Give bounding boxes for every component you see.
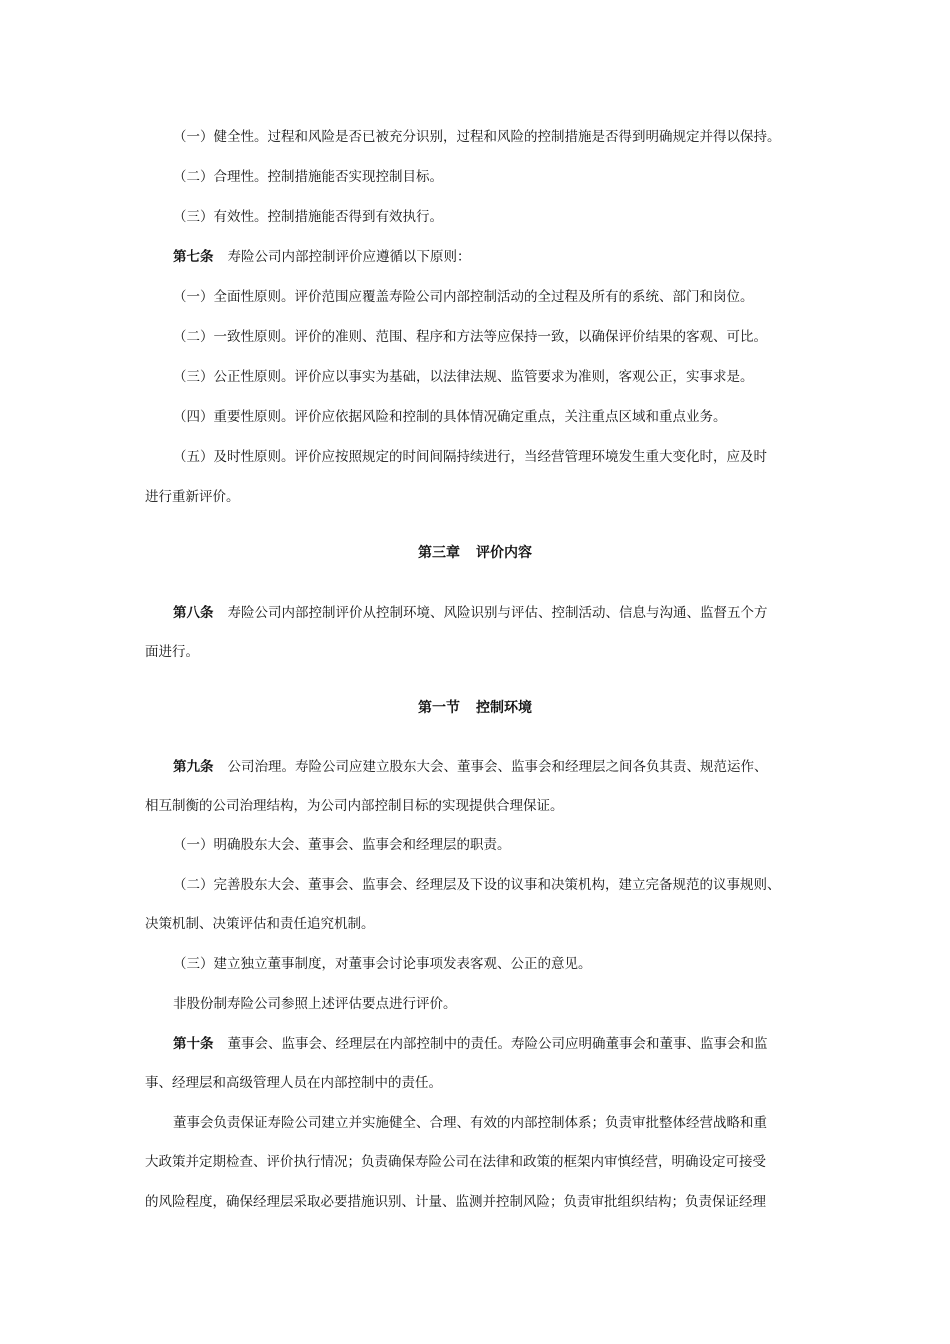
paragraph-line: （三）建立独立董事制度，对董事会讨论事项发表客观、公正的意见。: [173, 956, 592, 972]
paragraph-line: 的风险程度，确保经理层采取必要措施识别、计量、监测并控制风险；负责审批组织结构；负责保证经理: [145, 1194, 766, 1210]
article-label: 第九条: [173, 759, 214, 775]
paragraph-line: （四）重要性原则。评价应依据风险和控制的具体情况确定重点，关注重点区域和重点业务。: [173, 409, 727, 425]
section-number: 第一节: [418, 700, 460, 716]
article-label: 第八条: [173, 605, 214, 621]
chapter-number: 第三章: [418, 545, 460, 561]
paragraph-line: （一）全面性原则。评价范围应覆盖寿险公司内部控制活动的全过程及所有的系统、部门和岗位。: [173, 289, 754, 305]
article-label: 第十条: [173, 1036, 214, 1052]
paragraph-line: 决策机制、决策评估和责任追究机制。: [145, 916, 375, 932]
paragraph-line: 董事会负责保证寿险公司建立并实施健全、合理、有效的内部控制体系；负责审批整体经营战略和重: [173, 1115, 767, 1131]
article-text: 寿险公司内部控制评价从控制环境、风险识别与评估、控制活动、信息与沟通、监督五个方: [227, 605, 768, 621]
chapter-heading: [0, 543, 950, 563]
paragraph-line: （二）一致性原则。评价的准则、范围、程序和方法等应保持一致，以确保评价结果的客观、可比。: [173, 329, 767, 345]
paragraph-line: （二）合理性。控制措施能否实现控制目标。: [173, 169, 443, 185]
paragraph-line: （五）及时性原则。评价应按照规定的时间间隔持续进行，当经营管理环境发生重大变化时，应及时: [173, 449, 767, 465]
article-text: 董事会、监事会、经理层在内部控制中的责任。寿险公司应明确董事会和董事、监事会和监: [227, 1036, 768, 1052]
paragraph-line: 非股份制寿险公司参照上述评估要点进行评价。: [173, 996, 457, 1012]
article-label: 第七条: [173, 249, 214, 265]
paragraph-line: （二）完善股东大会、董事会、监事会、经理层及下设的议事和决策机构，建立完备规范的议事规则、: [173, 877, 781, 893]
paragraph-line: 进行重新评价。: [145, 489, 240, 505]
article-text: 公司治理。寿险公司应建立股东大会、董事会、监事会和经理层之间各负其责、规范运作、: [227, 759, 768, 775]
paragraph-line: （一）健全性。过程和风险是否已被充分识别，过程和风险的控制措施是否得到明确规定并得以保持。: [173, 129, 781, 145]
article-8: [173, 603, 853, 623]
paragraph-line: （三）有效性。控制措施能否得到有效执行。: [173, 209, 443, 225]
section-heading: [0, 698, 950, 718]
chapter-title: 评价内容: [476, 545, 532, 561]
paragraph-line: （三）公正性原则。评价应以事实为基础，以法律法规、监管要求为准则，客观公正，实事求是。: [173, 369, 754, 385]
paragraph-line: 大政策并定期检查、评价执行情况；负责确保寿险公司在法律和政策的框架内审慎经营，明确设定可接受: [145, 1154, 766, 1170]
paragraph-line: 事、经理层和高级管理人员在内部控制中的责任。: [145, 1075, 442, 1091]
paragraph-line: 面进行。: [145, 644, 199, 660]
paragraph-line: 相互制衡的公司治理结构，为公司内部控制目标的实现提供合理保证。: [145, 798, 564, 814]
article-10: [173, 1034, 853, 1054]
paragraph-line: （一）明确股东大会、董事会、监事会和经理层的职责。: [173, 837, 511, 853]
article-text: 寿险公司内部控制评价应遵循以下原则：: [227, 249, 471, 265]
article-7: [173, 247, 853, 267]
section-title: 控制环境: [476, 700, 532, 716]
article-9: [173, 757, 853, 777]
